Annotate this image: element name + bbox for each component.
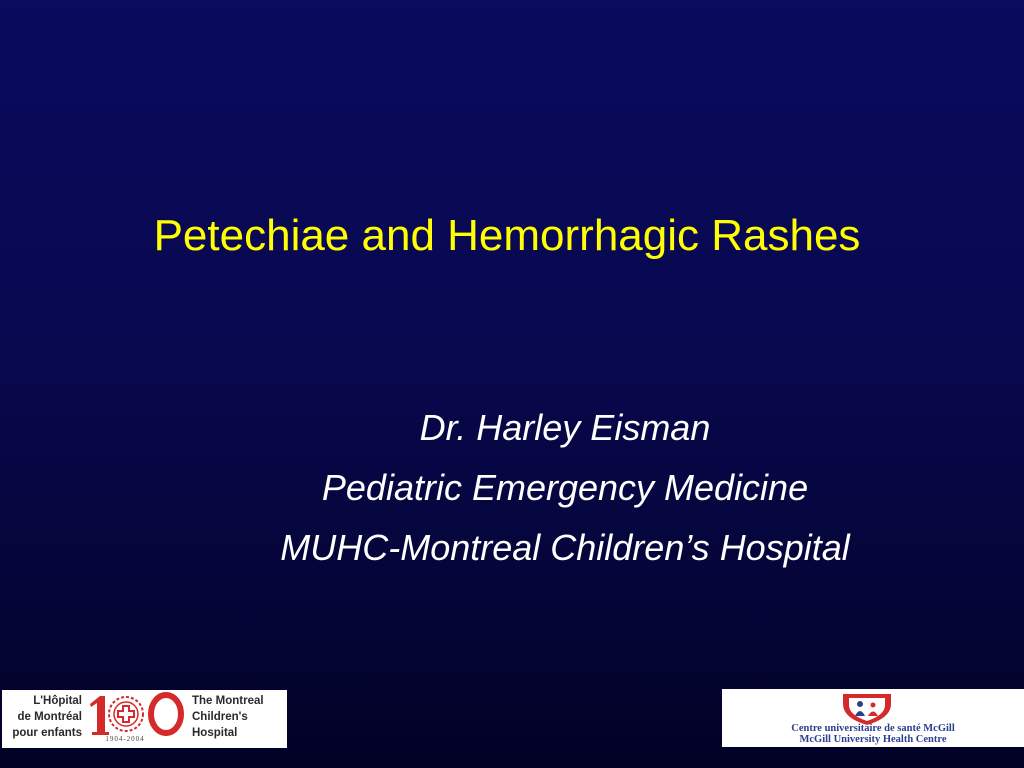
presenter-department: Pediatric Emergency Medicine [321, 467, 809, 508]
slide-title: Petechiae and Hemorrhagic Rashes [153, 211, 861, 260]
presenter-institution: MUHC-Montreal Children’s Hospital [280, 527, 850, 568]
logo-french-name: L'Hôpital de Montréal pour enfants [12, 695, 82, 739]
presenter-name: Dr. Harley Eisman [419, 407, 711, 448]
logo-english-name: The Montreal Children's Hospital [192, 695, 264, 739]
muhc-logo [722, 689, 1024, 747]
muhc-french-name: Centre universitaire de santé McGill [791, 723, 955, 734]
montreal-childrens-hospital-logo [2, 690, 287, 748]
muhc-english-name: McGill University Health Centre [799, 734, 947, 745]
logo-years: 1904-2004 [105, 735, 145, 743]
slide-subtitle [0, 402, 1024, 582]
muhc-shield-icon [840, 692, 894, 726]
